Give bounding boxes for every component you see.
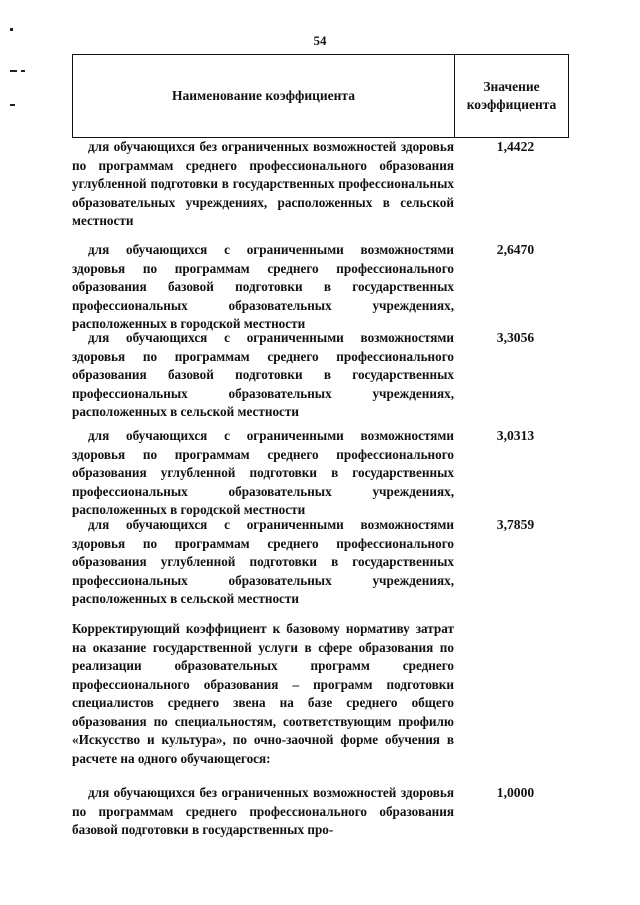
row-value: 2,6470 xyxy=(496,242,535,257)
table-row xyxy=(72,241,569,334)
table-row xyxy=(72,138,569,231)
header-name-cell: Наименование коэффициента xyxy=(73,55,455,137)
row-description: для обучающихся без ограниченных возможностей здоровья по программам среднего профессионального образования углубленной подготовки в государственных профессиональных образовательных учреждениях, расположенных в сельской местности xyxy=(72,139,454,228)
row-description: для обучающихся с ограниченными возможностями здоровья по программам среднего профессионального образования базовой подготовки в государственных профессиональных образовательных учреждениях, расположенных в городской местности xyxy=(72,242,454,331)
margin-mark xyxy=(21,70,25,72)
table-row xyxy=(72,516,569,609)
coefficient-table xyxy=(72,54,569,837)
table-row xyxy=(72,620,569,768)
table-row xyxy=(72,329,569,422)
header-value-cell xyxy=(455,55,568,137)
table-row xyxy=(72,427,569,520)
table-row xyxy=(72,784,569,840)
row-description: для обучающихся с ограниченными возможностями здоровья по программам среднего профессионального образования базовой подготовки в государственных профессиональных образовательных учреждениях, расположенных в сельской местности xyxy=(72,330,454,419)
margin-mark xyxy=(10,70,17,72)
row-value: 3,7859 xyxy=(496,517,535,532)
margin-mark xyxy=(10,28,13,31)
row-value: 3,3056 xyxy=(496,330,535,345)
header-value-line2: коэффициента xyxy=(466,97,557,112)
row-value: 1,0000 xyxy=(496,785,535,800)
row-value: 3,0313 xyxy=(496,428,535,443)
row-value xyxy=(454,620,569,768)
table-header xyxy=(72,54,569,138)
margin-mark xyxy=(10,104,15,106)
header-value-line1: Значение xyxy=(483,79,540,94)
row-value: 1,4422 xyxy=(496,139,535,154)
row-description: для обучающихся с ограниченными возможностями здоровья по программам среднего профессионального образования углубленной подготовки в государственных профессиональных образовательных учреждениях, расположенных в сельской местности xyxy=(72,517,454,606)
row-description: Корректирующий коэффициент к базовому нормативу затрат на оказание государственной услуги в сфере образования по реализации образовательных программ среднего профессионального образования – программ подготовки специалистов среднего звена на базе среднего общего образования по специальностям, соответствующим профилю «Искусство и культура», по очно-заочной форме обучения в расчете на одного обучающегося: xyxy=(72,621,454,766)
page-number: 54 xyxy=(313,33,327,48)
row-description: для обучающихся с ограниченными возможностями здоровья по программам среднего профессионального образования углубленной подготовки в государственных профессиональных образовательных учреждениях, расположенных в городской местности xyxy=(72,428,454,517)
row-description: для обучающихся без ограниченных возможностей здоровья по программам среднего профессионального образования базовой подготовки в государственных про- xyxy=(72,785,454,837)
